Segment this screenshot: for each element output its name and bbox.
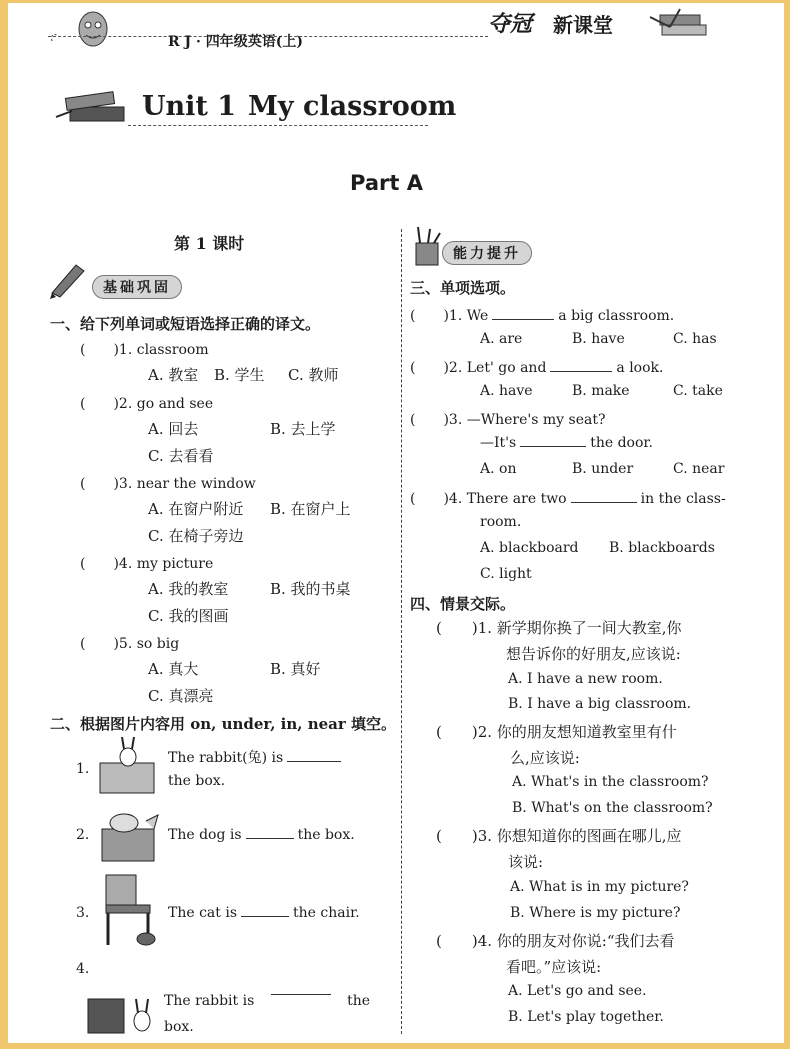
q2-2-text: The dog is the box.	[168, 827, 355, 843]
q1-3-opt-c: C. 在椅子旁边	[148, 527, 244, 545]
q2-4-after: box.	[164, 1019, 194, 1035]
section-4-heading: 四、情景交际。	[410, 595, 516, 613]
q1-5-opt-b: B. 真好	[270, 660, 321, 678]
q1-5-opt-a: A. 真大	[148, 660, 199, 678]
q3-2-opt-a: A. have	[480, 383, 533, 399]
books-stack-icon	[52, 87, 132, 131]
q2-4-num: 4.	[76, 961, 90, 977]
book-code: R J · 四年级英语(上)	[168, 34, 304, 50]
q3-4-opt-a: A. blackboard	[480, 540, 579, 556]
q2-1-text: The rabbit(兔) is	[168, 747, 345, 767]
q2-3-num: 3.	[76, 905, 90, 921]
q4-1-cont: 想告诉你的好朋友,应该说:	[506, 645, 681, 663]
q1-4-opt-a: A. 我的教室	[148, 580, 229, 598]
q3-3-opt-a: A. on	[480, 461, 517, 477]
q4-4-opt-a: A. Let's go and see.	[508, 983, 647, 999]
cat-under-chair-image	[96, 871, 166, 949]
column-divider	[401, 229, 402, 1034]
unit-title: My classroom	[248, 91, 457, 122]
q1-1-opt-b: B. 学生	[214, 366, 265, 384]
q2-1-after: the box.	[168, 773, 226, 789]
q1-5: ( )5. so big	[80, 636, 180, 652]
q2-2-num: 2.	[76, 827, 90, 843]
mascot-icon	[48, 5, 138, 49]
unit-number: Unit 1	[142, 91, 237, 122]
q3-4-opt-c: C. light	[480, 566, 532, 582]
rabbit-near-box-image	[84, 987, 164, 1037]
q1-1-opt-c: C. 教师	[288, 366, 339, 384]
advanced-badge: 能力提升	[442, 241, 532, 265]
pencil-icon	[46, 259, 96, 299]
section-1-heading: 一、给下列单词或短语选择正确的译文。	[50, 315, 321, 333]
q2-3-text: The cat is the chair.	[168, 905, 360, 921]
brand-title: 新课堂	[553, 13, 613, 37]
q3-3-opt-b: B. under	[572, 461, 634, 477]
q4-3-cont: 该说:	[508, 853, 544, 871]
q1-4: ( )4. my picture	[80, 556, 214, 572]
q4-3-opt-b: B. Where is my picture?	[510, 905, 681, 921]
q1-1: ( )1. classroom	[80, 342, 209, 358]
q3-4-opt-b: B. blackboards	[609, 540, 715, 556]
brand-highlight: 夺冠	[488, 12, 533, 37]
section-2-heading: 二、根据图片内容用 on, under, in, near 填空。	[50, 715, 397, 733]
q4-4-cont: 看吧。”应该说:	[506, 958, 602, 976]
basic-badge: 基础巩固	[92, 275, 182, 299]
q4-3-opt-a: A. What is in my picture?	[510, 879, 689, 895]
q1-3: ( )3. near the window	[80, 476, 256, 492]
q2-1-num: 1.	[76, 761, 90, 777]
q4-2-opt-b: B. What's on the classroom?	[512, 800, 713, 816]
q3-4: ( )4. There are two in the class-	[410, 491, 726, 507]
q3-2-opt-c: C. take	[673, 383, 723, 399]
q3-3-opt-c: C. near	[673, 461, 725, 477]
q1-3-opt-a: A. 在窗户附近	[148, 500, 244, 518]
q1-4-opt-b: B. 我的书桌	[270, 580, 351, 598]
q1-2-opt-c: C. 去看看	[148, 447, 214, 465]
q3-1-opt-a: A. are	[480, 331, 523, 347]
lesson-label: 第 1 课时	[174, 234, 245, 253]
q3-2: ( )2. Let' go and a look.	[410, 360, 664, 376]
q3-1: ( )1. We a big classroom.	[410, 308, 675, 324]
q4-4: ( )4. 你的朋友对你说:“我们去看	[436, 932, 675, 950]
dog-in-box-image	[96, 807, 162, 865]
q3-4-cont: room.	[480, 514, 522, 530]
q1-1-opt-a: A. 教室	[148, 366, 199, 384]
part-title: Part A	[350, 171, 423, 195]
q4-3: ( )3. 你想知道你的图画在哪儿,应	[436, 827, 682, 845]
rabbit-in-box-image	[94, 737, 164, 797]
q3-3-line2: —It's the door.	[480, 435, 654, 451]
q1-2-opt-a: A. 回去	[148, 420, 199, 438]
q1-3-opt-b: B. 在窗户上	[270, 500, 351, 518]
q4-1: ( )1. 新学期你换了一间大教室,你	[436, 619, 682, 637]
q1-5-opt-c: C. 真漂亮	[148, 687, 214, 705]
q4-2-opt-a: A. What's in the classroom?	[512, 774, 709, 790]
q4-4-opt-b: B. Let's play together.	[508, 1009, 664, 1025]
q4-1-opt-a: A. I have a new room.	[508, 671, 663, 687]
q3-1-opt-c: C. has	[673, 331, 717, 347]
q4-1-opt-b: B. I have a big classroom.	[508, 696, 692, 712]
q3-1-opt-b: B. have	[572, 331, 625, 347]
books-icon	[640, 5, 720, 43]
q1-2-opt-b: B. 去上学	[270, 420, 336, 438]
section-3-heading: 三、单项选项。	[410, 279, 516, 297]
q1-4-opt-c: C. 我的图画	[148, 607, 229, 625]
q4-2-cont: 么,应该说:	[510, 749, 580, 767]
q4-2: ( )2. 你的朋友想知道教室里有什	[436, 723, 677, 741]
q2-4-text: The rabbit is the	[164, 993, 370, 1009]
q1-2: ( )2. go and see	[80, 396, 214, 412]
worksheet-page	[8, 3, 784, 1043]
q3-2-opt-b: B. make	[572, 383, 630, 399]
q3-3: ( )3. —Where's my seat?	[410, 412, 606, 428]
